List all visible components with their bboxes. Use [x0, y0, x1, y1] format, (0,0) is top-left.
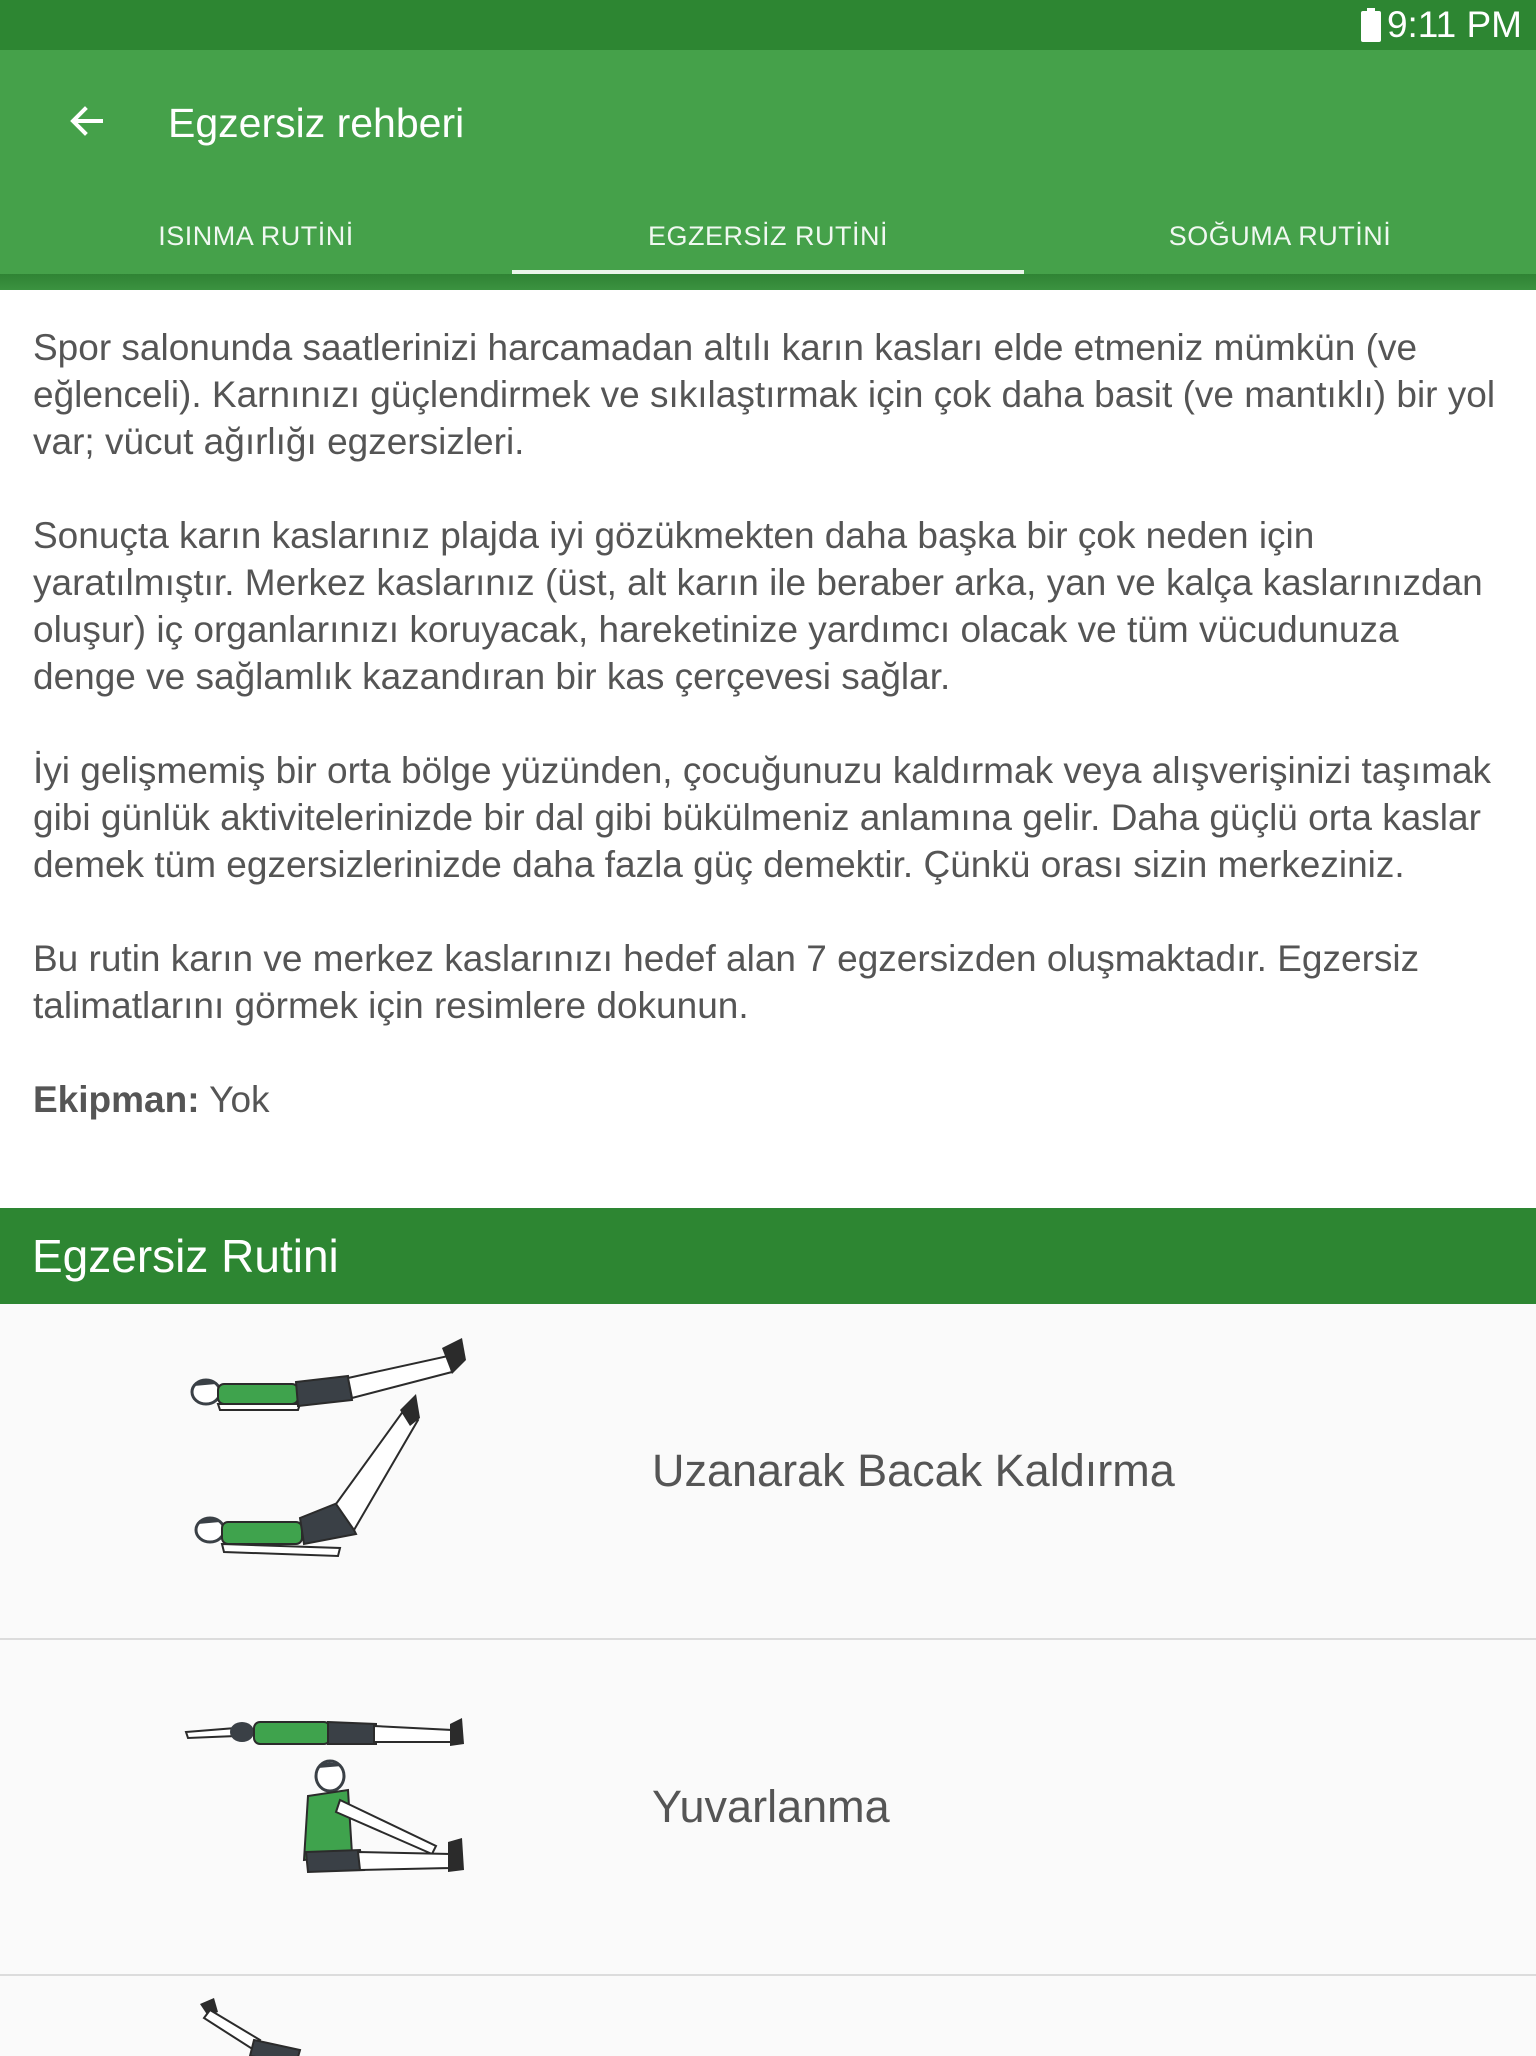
equipment-line — [33, 1076, 1503, 1123]
status-time: 9:11 PM — [1386, 4, 1522, 45]
arrow-back-icon — [67, 101, 107, 146]
section-header — [0, 1208, 1536, 1304]
app-title: Egzersiz rehberi — [168, 100, 465, 146]
tab-exercise-label: EGZERSİZ RUTİNİ — [647, 220, 888, 251]
roll-up-illustration-icon — [180, 1670, 480, 1940]
exercise-list — [0, 1304, 1536, 2056]
app-bar — [0, 50, 1536, 274]
exercise-item-roll-up[interactable] — [0, 1640, 1536, 1976]
description-paragraph: İyi gelişmemiş bir orta bölge yüzünden, çocuğunuzu kaldırmak veya alışverişinizi taşımak gibi günlük aktivitelerinizde bir dal gibi bükülmeniz anlamına gelir. Daha güçlü orta kaslar demek tüm egzersizlerinizde daha fazla güç demektir. Çünkü orası sizin merkeziniz. — [33, 750, 1492, 885]
exercise-item-partial[interactable] — [0, 1976, 1536, 2056]
tab-bar — [0, 198, 1536, 274]
status-right — [1361, 4, 1522, 46]
tab-cooldown-label: SOĞUMA RUTİNİ — [1168, 220, 1392, 251]
description-paragraph: Bu rutin karın ve merkez kaslarınızı hedef alan 7 egzersizden oluşmaktadır. Egzersiz talimatlarını görmek için resimlere dokunun. — [33, 938, 1420, 1026]
exercise-name: Yuvarlanma — [652, 1781, 890, 1832]
tab-warmup-label: ISINMA RUTİNİ — [158, 220, 354, 251]
exercise-item-leg-raise[interactable] — [0, 1304, 1536, 1640]
tab-cooldown[interactable] — [1024, 198, 1536, 274]
partial-illustration-icon — [196, 1994, 336, 2056]
leg-raise-illustration-icon — [180, 1334, 480, 1604]
equipment-label: Ekipman: — [33, 1079, 200, 1120]
equipment-value: Yok — [209, 1079, 270, 1120]
battery-icon — [1361, 8, 1381, 42]
section-title: Egzersiz Rutini — [32, 1230, 339, 1282]
tab-warmup[interactable] — [0, 198, 512, 274]
app-bar-shadow — [0, 274, 1536, 290]
exercise-name: Uzanarak Bacak Kaldırma — [652, 1445, 1175, 1496]
status-bar — [0, 0, 1536, 50]
back-button[interactable] — [54, 90, 120, 156]
description — [33, 324, 1503, 1170]
description-paragraph: Sonuçta karın kaslarınız plajda iyi gözükmekten daha başka bir çok neden için yaratılmıştır. Merkez kaslarınız (üst, alt karın ile beraber arka, yan ve kalça kaslarınızdan oluşur) iç organlarınızı koruyacak, hareketinize yardımcı olacak ve tüm vücudunuza denge ve sağlamlık kazandıran bir kas çerçevesi sağlar. — [33, 515, 1483, 697]
description-paragraph: Spor salonunda saatlerinizi harcamadan altılı karın kasları elde etmeniz mümkün (ve eğlenceli). Karnınızı güçlendirmek ve sıkılaştırmak için çok daha basit (ve mantıklı) bir yol var; vücut ağırlığı egzersizleri. — [33, 327, 1496, 462]
tab-exercise[interactable] — [512, 198, 1024, 274]
